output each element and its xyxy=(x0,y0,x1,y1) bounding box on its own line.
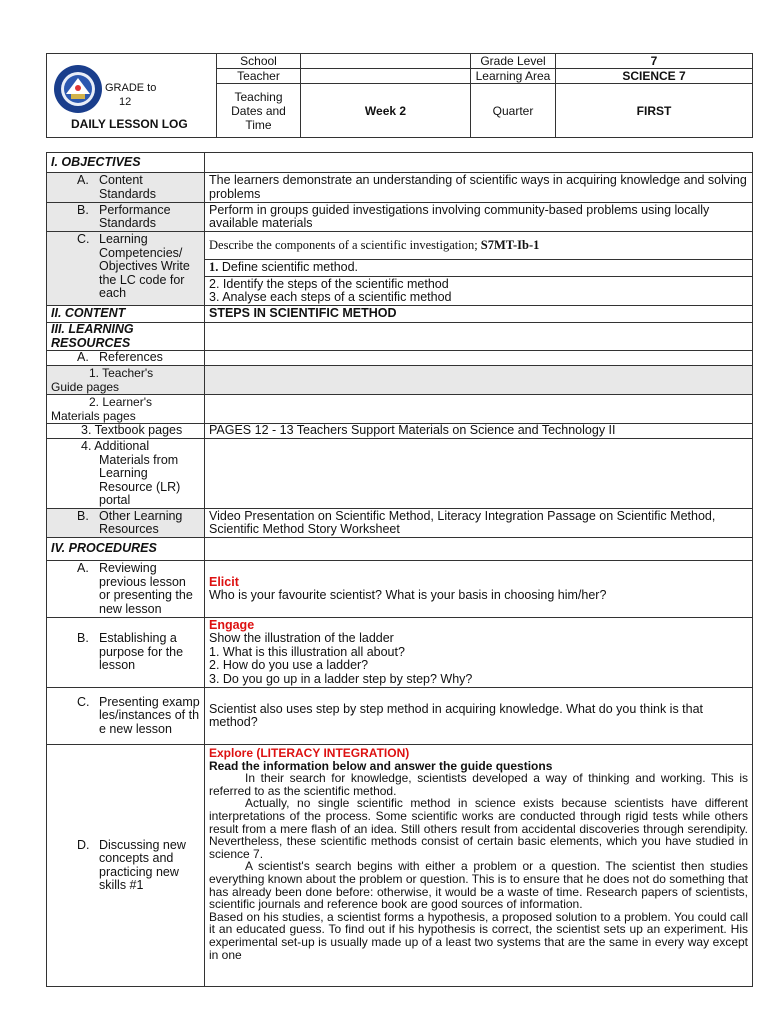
engage-line-2: 1. What is this illustration all about? xyxy=(209,644,405,659)
elicit-text: Who is your favourite scientist? What is your basis in choosing him/her? xyxy=(209,588,607,602)
procedure-c-text: Scientist also uses step by step method in acquiring knowledge. What do you think is that method? xyxy=(205,688,753,745)
performance-standards-row xyxy=(47,203,753,232)
learners-materials-a: 2. Learner's xyxy=(89,395,152,409)
procedure-a-content xyxy=(205,561,753,618)
mark-a: A. xyxy=(77,173,89,187)
content-standards-row xyxy=(47,173,753,203)
logo-cell xyxy=(47,54,217,138)
lesson-table xyxy=(46,152,753,987)
dates-label: Teaching Dates and Time xyxy=(217,84,301,138)
content-standards-label: Content Standards xyxy=(99,173,156,201)
mark-ra: A. xyxy=(77,350,89,365)
mark-rb: B. xyxy=(77,508,89,523)
school-label: School xyxy=(217,54,301,69)
grade-number: 12 xyxy=(119,96,132,108)
procedure-a-cell xyxy=(47,561,205,618)
engage-line-4: 3. Do you go up in a ladder step by step? Why? xyxy=(209,671,473,686)
objective-3: 3. Analyse each steps of a scientific method xyxy=(209,290,452,304)
engage-line-1: Show the illustration of the ladder xyxy=(209,631,394,646)
header-table xyxy=(46,53,753,138)
teachers-guide-b: Guide pages xyxy=(51,380,120,394)
mark-b: B. xyxy=(77,202,89,217)
school-value xyxy=(301,54,471,69)
objective-2: 2. Identify the steps of the scientific method xyxy=(209,276,449,291)
learning-area-label: Learning Area xyxy=(471,69,556,84)
learning-area-value: SCIENCE 7 xyxy=(556,69,753,84)
procedure-b-cell xyxy=(47,618,205,688)
objectives-2-3 xyxy=(205,277,753,306)
competencies-label: Learning Competencies/ Objectives Write the LC code for each xyxy=(99,232,190,300)
engage-heading: Engage xyxy=(209,617,255,632)
dates-value: Week 2 xyxy=(301,84,471,138)
deped-seal-icon xyxy=(53,64,103,114)
engage-line-3: 2. How do you use a ladder? xyxy=(209,658,369,673)
quarter-label: Quarter xyxy=(471,84,556,138)
explore-subheading: Read the information below and answer the guide questions xyxy=(209,758,553,773)
content-value: STEPS IN SCIENTIFIC METHOD xyxy=(205,306,753,323)
teacher-label: Teacher xyxy=(217,69,301,84)
procedure-a-label: Reviewing previous lesson or presenting the new lesson xyxy=(99,561,193,616)
references-label: References xyxy=(99,350,163,365)
explore-paragraph-4: Based on his studies, a scientist forms a hypothesis, a proposed solution to a problem. You could call it an educated guess. To find out if his hypothesis is correct, the scientist sets up an experiment. His experimental set-up is usually made up of a least two systems that are the same in every way except in one xyxy=(209,909,748,962)
procedure-c-cell xyxy=(47,688,205,745)
log-title: DAILY LESSON LOG xyxy=(71,117,188,131)
procedure-b-label: Establishing a purpose for the lesson xyxy=(99,631,184,673)
explore-paragraph-1: In their search for knowledge, scientists developed a way of thinking and working. This is referred to as the scientific method. xyxy=(209,771,748,798)
other-resources-value: Video Presentation on Scientific Method, Literacy Integration Passage on Scientific Method, Scientific Method Story Worksheet xyxy=(205,509,753,538)
teachers-guide-label xyxy=(47,366,205,395)
explore-paragraph-2: Actually, no single scientific method in science exists because scientists have different interpretations of the process. Some scientific works are conducted through rigid tests while others result from a mere flash of an idea. Still others result from accidental discoveries through serendipity. Nevertheless, these scientific methods consist of certain basic elements, which you have studied in science 7. xyxy=(209,796,748,861)
content-standards-value: The learners demonstrate an understanding of scientific ways in acquiring knowledge and solving problems xyxy=(205,173,753,203)
procedure-d-content xyxy=(205,745,753,987)
grade-level-label: Grade Level xyxy=(471,54,556,69)
mark-pa: A. xyxy=(77,561,89,575)
procedures-title: IV. PROCEDURES xyxy=(47,538,205,561)
learners-materials-label xyxy=(47,395,205,424)
mark-pc: C. xyxy=(77,694,90,709)
competencies-cell xyxy=(47,232,205,306)
learners-materials-b: Materials pages xyxy=(51,409,136,423)
teachers-guide-a: 1. Teacher's xyxy=(89,366,154,380)
procedure-b-content xyxy=(205,618,753,688)
mark-pd: D. xyxy=(77,837,90,852)
performance-standards-label: Performance Standards xyxy=(99,202,171,230)
procedure-d-label: Discussing new concepts and practicing new skills #1 xyxy=(99,837,186,892)
explore-paragraph-3: A scientist's search begins with either a problem or a question. The scientist then studies everything known about the problem or question. This is to ensure that he does not do something that has already been done before: otherwise, it would be a waste of time. Research papers of scientists, scientific journals and reference book are good sources of information. xyxy=(209,859,748,912)
objective-1-num: 1. xyxy=(209,260,219,275)
content-title: II. CONTENT xyxy=(47,306,205,323)
performance-standards-value: Perform in groups guided investigations involving community-based problems using locally available materials xyxy=(205,203,753,232)
elicit-heading: Elicit xyxy=(209,574,239,589)
objectives-title: I. OBJECTIVES xyxy=(47,153,205,173)
textbook-pages-value: PAGES 12 - 13 Teachers Support Materials on Science and Technology II xyxy=(205,424,753,439)
procedure-c-label: Presenting examples/instances of the new lesson xyxy=(99,694,200,736)
explore-heading: Explore (LITERACY INTEGRATION) xyxy=(209,746,410,760)
procedure-d-cell xyxy=(47,745,205,987)
competency-text xyxy=(205,232,753,260)
quarter-value: FIRST xyxy=(556,84,753,138)
mark-c: C. xyxy=(77,232,90,246)
competency-code: S7MT-Ib-1 xyxy=(480,237,540,252)
competency-desc: Describe the components of a scientific investigation; xyxy=(209,237,478,252)
textbook-pages-label: 3. Textbook pages xyxy=(47,424,205,439)
objective-1 xyxy=(205,260,753,277)
grade-level-value: 7 xyxy=(556,54,753,69)
additional-materials-label: 4. Additional Materials from Learning Resource (LR) portal xyxy=(47,439,205,509)
resources-title: III. LEARNING RESOURCES xyxy=(47,323,205,351)
mark-pb: B. xyxy=(77,631,89,646)
grade-text: GRADE to xyxy=(105,82,157,94)
objective-1-text: Define scientific method. xyxy=(221,260,359,275)
teacher-value xyxy=(301,69,471,84)
other-resources-label: Other Learning Resources xyxy=(99,508,183,536)
